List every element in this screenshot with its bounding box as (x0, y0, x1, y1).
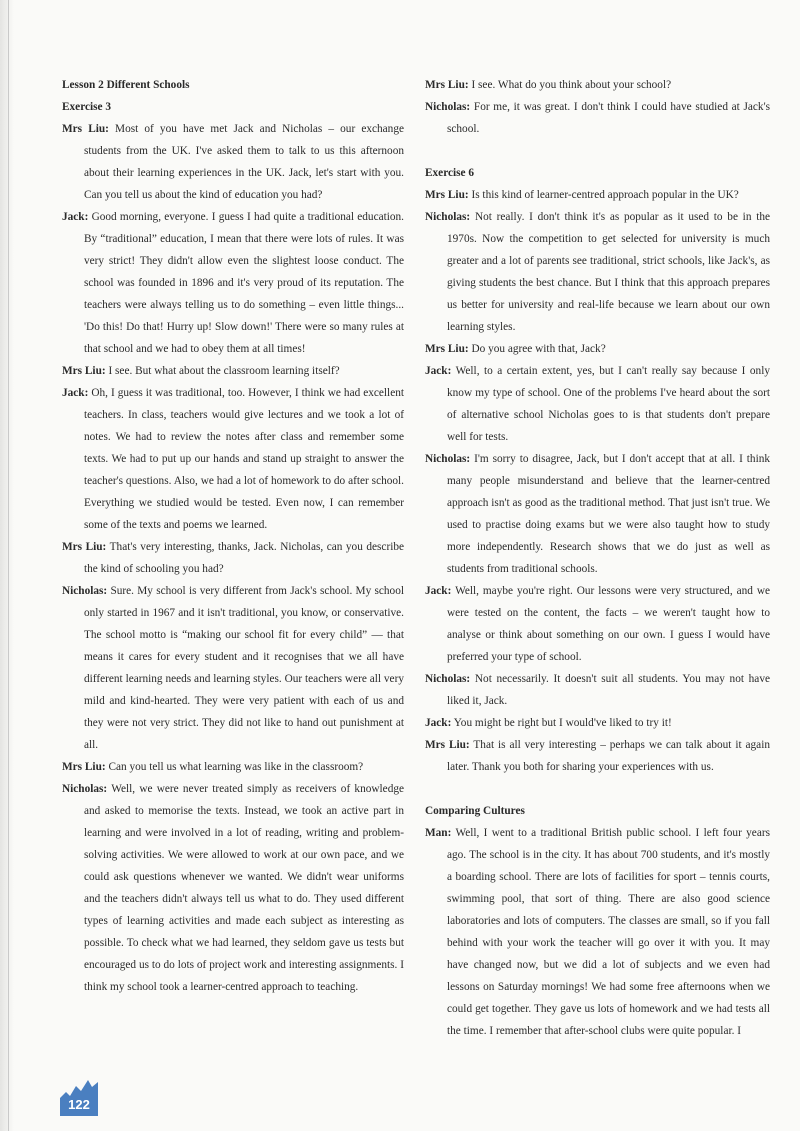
speech-text: Well, to a certain extent, yes, but I can't really say because I only know my type of school. One of the problems I've heard about the sort of alternative school Nicholas goes to is that students don't prepare well for tests. (447, 365, 770, 443)
speech-text: I see. But what about the classroom learning itself? (108, 365, 340, 377)
speech-text: Do you agree with that, Jack? (471, 343, 606, 355)
speaker-name: Mrs Liu: (62, 365, 106, 377)
dialogue-line (62, 580, 404, 756)
speaker-name: Jack: (425, 717, 452, 729)
speech-text: I'm sorry to disagree, Jack, but I don't accept that at all. I think many people misunderstand and believe that the learner-centred approach isn't as good as the traditional method. That just isn't true. We used to practise doing exams but we were also taught how to study more independently. Research shows that we do just as well as students from traditional schools. (447, 453, 771, 575)
dialogue-line (62, 778, 404, 998)
speaker-name: Jack: (425, 365, 452, 377)
dialogue-line (425, 338, 770, 360)
speech-text: Well, I went to a traditional British public school. I left four years ago. The school is in the city. It has about 700 students, and it's mostly a boarding school. There are lots of facilities for sport – tennis courts, swimming pool, that sort of thing. There are also good science laboratories and lots of computers. The classes are small, so if you fall behind with your work the teacher will go over it with you. It may have changed now, but we did a lot of subjects and we even had lessons on Saturday mornings! We had some free afternoons when we could get together. They gave us lots of homework and we had tests all the time. I remember that after-school clubs were quite popular. I (447, 827, 770, 1037)
speech-text: You might be right but I would've liked to try it! (453, 717, 672, 729)
speech-text: For me, it was great. I don't think I could have studied at Jack's school. (447, 101, 770, 135)
dialogue-line (425, 206, 770, 338)
comparing-cultures-dialogue (425, 822, 770, 1042)
speaker-name: Nicholas: (425, 673, 471, 685)
speaker-name: Nicholas: (62, 585, 108, 597)
speech-text: Can you tell us what learning was like in the classroom? (108, 761, 364, 773)
dialogue-line (62, 206, 404, 360)
dialogue-line (425, 184, 770, 206)
exercise-3-dialogue (62, 118, 404, 998)
dialogue-line (62, 382, 404, 536)
dialogue-line (425, 360, 770, 448)
speaker-name: Man: (425, 827, 452, 839)
speech-text: Not really. I don't think it's as popular as it used to be in the 1970s. Now the competition to get selected for university is much greater and a lot of parents see traditional, strict schools, like Jack's, as giving students the best chance. But I think that this approach prepares us better for university and real-life because we learn about our own learning styles. (447, 211, 770, 333)
dialogue-line (62, 360, 404, 382)
speech-text: Not necessarily. It doesn't suit all students. You may not have liked it, Jack. (447, 673, 770, 707)
speaker-name: Nicholas: (62, 783, 108, 795)
page-number-badge (60, 1078, 98, 1116)
speaker-name: Mrs Liu: (425, 739, 470, 751)
book-spine-edge (0, 0, 14, 1131)
speech-text: That is all very interesting – perhaps we can talk about it again later. Thank you both for sharing your experiences with us. (447, 739, 770, 773)
speaker-name: Nicholas: (425, 211, 471, 223)
speaker-name: Mrs Liu: (425, 79, 469, 91)
comparing-cultures-heading: Comparing Cultures (425, 805, 525, 817)
page-number: 122 (68, 1097, 90, 1112)
speech-text: I see. What do you think about your school? (471, 79, 672, 91)
speech-text: Well, maybe you're right. Our lessons were very structured, and we were tested on the content, the facts – we weren't taught how to analyse or think about something on our own. I guess I would have preferred your type of school. (447, 585, 770, 663)
speaker-name: Nicholas: (425, 101, 471, 113)
speaker-name: Jack: (425, 585, 452, 597)
lesson-title: Lesson 2 Different Schools (62, 79, 190, 91)
left-column (62, 74, 404, 998)
speaker-name: Mrs Liu: (425, 343, 469, 355)
speech-text: Well, we were never treated simply as receivers of knowledge and asked to memorise the texts. Instead, we took an active part in learning and were involved in a lot of reading, writing and problem-solving activities. We were allowed to work at our own pace, and we could ask questions whenever we wanted. We didn't wear uniforms and the teachers didn't always tell us what to do. They used different types of learning activities and made each subject as interesting as possible. To check what we had learned, they seldom gave us tests but encouraged us to do lots of project work and interesting assignments. I think my school took a learner-centred approach to teaching. (84, 783, 405, 993)
speech-text: Oh, I guess it was traditional, too. However, I think we had excellent teachers. In class, teachers would give lectures and we took a lot of notes. We had to review the notes after class and remember some texts. We had to put up our hands and stand up straight to answer the teacher's questions. Also, we had a lot of homework to do after school. Everything we studied would be tested. Even now, I can remember some of the texts and poems we learned. (84, 387, 404, 531)
exercise-3-dialogue-continued (425, 74, 770, 140)
dialogue-line (425, 96, 770, 140)
dialogue-line (425, 668, 770, 712)
dialogue-line (425, 448, 770, 580)
speaker-name: Mrs Liu: (62, 541, 107, 553)
speaker-name: Nicholas: (425, 453, 471, 465)
dialogue-line (425, 580, 770, 668)
exercise-6-heading: Exercise 6 (425, 167, 475, 179)
exercise-3-heading: Exercise 3 (62, 101, 112, 113)
dialogue-line (62, 756, 404, 778)
speech-text: Sure. My school is very different from Jack's school. My school only started in 1967 and it isn't traditional, you know, or conservative. The school motto is “making our school fit for every child” — that means it cares for every student and it recognises that we all have different learning needs and learning styles. Our teachers were all very mild and kind-hearted. They were very patient with each of us and they were not very strict. They did not like to hand out punishment at all. (84, 585, 404, 751)
speaker-name: Mrs Liu: (62, 761, 106, 773)
dialogue-line (425, 712, 770, 734)
exercise-6-dialogue (425, 184, 770, 778)
speaker-name: Jack: (62, 211, 89, 223)
speaker-name: Mrs Liu: (62, 123, 109, 135)
dialogue-line (425, 822, 770, 1042)
dialogue-line (62, 118, 404, 206)
speech-text: Is this kind of learner-centred approach popular in the UK? (471, 189, 739, 201)
dialogue-line (425, 734, 770, 778)
speech-text: Good morning, everyone. I guess I had quite a traditional education. By “traditional” education, I mean that there were lots of rules. It was very strict! They didn't allow even the slightest loose conduct. The school was founded in 1896 and it's very proud of its reputation. The teachers were always telling us to do something – even little things... 'Do this! Do that! Hurry up! Slow down!' There were so many rules at that school and we had to obey them at all times! (84, 211, 404, 355)
dialogue-line (425, 74, 770, 96)
speech-text: That's very interesting, thanks, Jack. Nicholas, can you describe the kind of schooling you had? (84, 541, 405, 575)
dialogue-line (62, 536, 404, 580)
speech-text: Most of you have met Jack and Nicholas – our exchange students from the UK. I've asked them to talk to us this afternoon about their learning experiences in the UK. Jack, let's start with you. Can you tell us about the kind of education you had? (84, 123, 404, 201)
right-column (425, 74, 770, 1042)
speaker-name: Mrs Liu: (425, 189, 469, 201)
speaker-name: Jack: (62, 387, 89, 399)
